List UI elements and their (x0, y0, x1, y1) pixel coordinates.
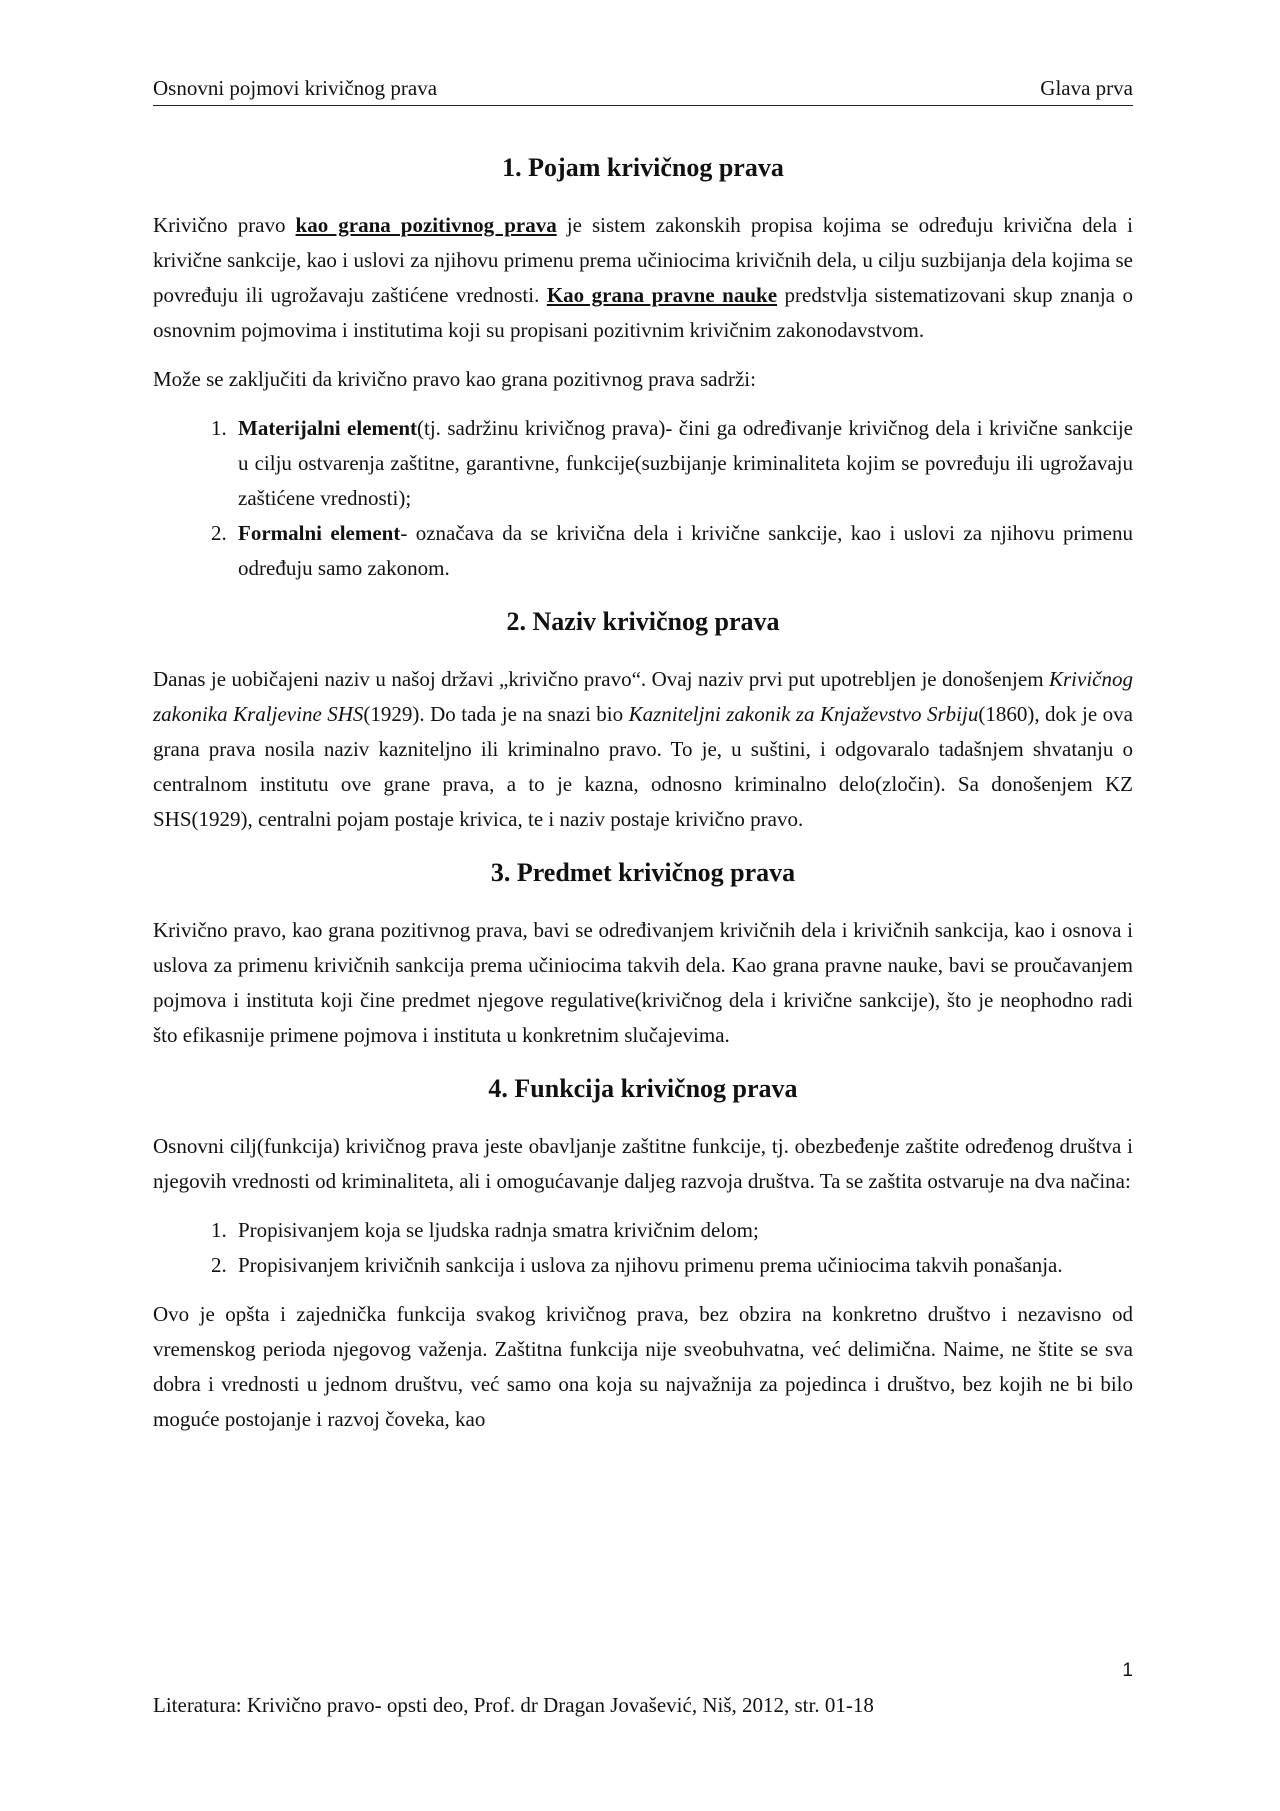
section-2-title: 2. Naziv krivičnog prava (506, 607, 780, 636)
list-item: 1. Propisivanjem koja se ljudska radnja smatra krivičnim delom; (232, 1213, 1133, 1248)
header-right: Glava prva (1040, 76, 1133, 100)
section-1-title: 1. Pojam krivičnog prava (502, 153, 784, 182)
section-1-paragraph-1: Krivično pravo kao grana pozitivnog prava je sistem zakonskih propisa kojima se određuju krivična dela i krivične sankcije, kao i uslovi za njihovu primenu prema učiniocima krivičnih dela, u cilju suzbijanja dela kojima se povređuju ili ugrožavaju zaštićene vrednosti. Kao grana pravne nauke predstvlja sistematizovani skup znanja o osnovnim pojmovima i institutima koji su propisani pozitivnim krivičnim zakonodavstvom. (153, 213, 1133, 342)
page-header (153, 76, 1133, 106)
page-footer: Literatura: Krivično pravo- opsti deo, Prof. dr Dragan Jovašević, Niš, 2012, str. 01-18 (153, 1693, 874, 1717)
section-4-paragraph-2: Ovo je opšta i zajednička funkcija svakog krivičnog prava, bez obzira na konkretno društvo i nezavisno od vremenskog perioda njegovog važenja. Zaštitna funkcija nije sveobuhvatna, već delimična. Naime, ne štite se sva dobra i vrednosti u jednom društvu, već samo ona koja su najvažnija za pojedinca i društvo, bez kojih ne bi bilo moguće postojanje i razvoj čoveka, kao (153, 1302, 1133, 1431)
section-4-paragraph-1: Osnovni cilj(funkcija) krivičnog prava jeste obavljanje zaštitne funkcije, tj. obezbeđenje zaštite određenog društva i njegovih vrednosti od kriminaliteta, ali i omogućavanje daljeg razvoja društva. Ta se zaštita ostvaruje na dva načina: (153, 1134, 1133, 1193)
list-item: 2. Propisivanjem krivičnih sankcija i uslova za njihovu primenu prema učiniocima takvih ponašanja. (232, 1248, 1133, 1283)
section-4-title: 4. Funkcija krivičnog prava (488, 1074, 798, 1103)
section-3-title: 3. Predmet krivičnog prava (490, 858, 796, 887)
list-item: 2. Formalni element- označava da se krivična dela i krivične sankcije, kao i uslovi za njihovu primenu određuju samo zakonom. (232, 516, 1133, 586)
section-1-paragraph-2: Može se zaključiti da krivično pravo kao grana pozitivnog prava sadrži: (153, 367, 756, 391)
list-item: 1. Materijalni element(tj. sadržinu krivičnog prava)- čini ga određivanje krivičnog dela i krivične sankcije u cilju ostvarenja zaštitne, garantivne, funkcije(suzbijanje kriminaliteta kojim se povređuju ili ugrožavaju zaštićene vrednosti); (232, 411, 1133, 516)
section-2-paragraph: Danas je uobičajeni naziv u našoj državi „krivično pravo“. Ovaj naziv prvi put upotrebljen je donošenjem Krivičnog zakonika Kraljevine SHS(1929). Do tada je na snazi bio Kazniteljni zakonik za Knjaževstvo Srbiju(1860), dok je ova grana prava nosila naziv kazniteljno ili kriminalno pravo. To je, u suštini, i odgovaralo tadašnjem shvatanju o centralnom institutu ove grane prava, a to je kazna, odnosno kriminalno delo(zločin). Sa donošenjem KZ SHS(1929), centralni pojam postaje krivica, te i naziv postaje krivično pravo. (153, 667, 1133, 831)
section-4-list (153, 1213, 1133, 1283)
page-content (153, 150, 1133, 1451)
header-left: Osnovni pojmovi krivičnog prava (153, 76, 438, 100)
section-3-paragraph: Krivično pravo, kao grana pozitivnog prava, bavi se određivanjem krivičnih dela i krivičnih sankcija, kao i osnova i uslova za primenu krivičnih sankcija prema učiniocima takvih dela. Kao grana pravne nauke, bavi se proučavanjem pojmova i instituta koji čine predmet njegove regulative(krivičnog dela i krivične sankcije), što je neophodno radi što efikasnije primene pojmova i instituta u konkretnim slučajevima. (153, 918, 1133, 1047)
section-1-list (153, 411, 1133, 586)
emphasis-positive-law: kao grana pozitivnog prava (295, 213, 557, 237)
page-number: 1 (1122, 1660, 1133, 1681)
emphasis-legal-science: Kao grana pravne nauke (546, 283, 778, 307)
